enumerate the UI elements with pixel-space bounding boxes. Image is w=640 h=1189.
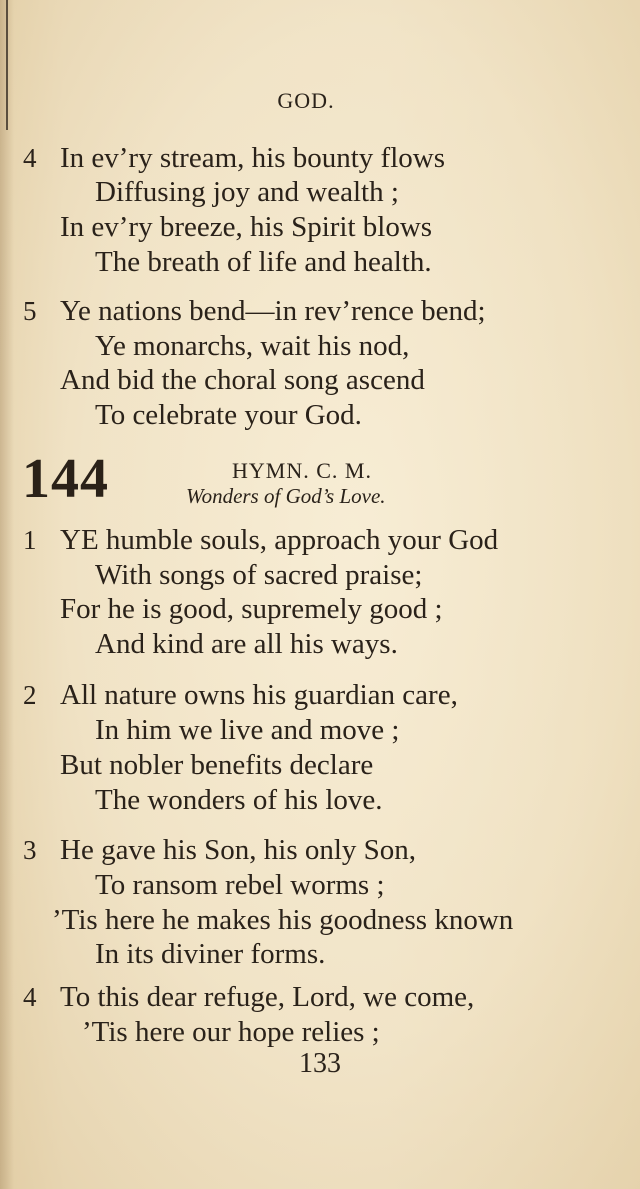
- hymn-meter: HYMN. C. M.: [232, 458, 372, 483]
- verse-line: YE humble souls, approach your God: [60, 524, 499, 556]
- verse-line: ’Tis here he makes his goodness known: [52, 904, 514, 936]
- verse-line: To celebrate your God.: [95, 399, 362, 431]
- stanza-number: 1: [23, 525, 37, 555]
- hymn-subtitle: Wonders of God’s Love.: [186, 484, 386, 508]
- verse-line: He gave his Son, his only Son,: [60, 834, 417, 866]
- verse-line: For he is good, supremely good ;: [60, 593, 443, 625]
- verse-line: All nature owns his guardian care,: [60, 679, 458, 711]
- stanza-number: 2: [23, 680, 37, 710]
- hymn-number: 144: [22, 448, 109, 510]
- verse-line: ’Tis here our hope relies ;: [82, 1016, 380, 1048]
- verse-line: Diffusing joy and wealth ;: [95, 176, 399, 208]
- verse-line: In ev’ry breeze, his Spirit blows: [60, 211, 433, 243]
- stanza-number: 4: [23, 143, 37, 173]
- verse-line: The wonders of his love.: [95, 784, 383, 816]
- verse-line: In him we live and move ;: [95, 714, 400, 746]
- verse-line: Ye monarchs, wait his nod,: [95, 330, 410, 362]
- verse-line: But nobler benefits declare: [60, 749, 374, 781]
- stanza-number: 4: [23, 982, 37, 1012]
- page-number: 133: [299, 1048, 341, 1079]
- stanza-number: 3: [23, 835, 37, 865]
- verse-line: And bid the choral song ascend: [60, 364, 425, 396]
- verse-line: Ye nations bend—in rev’rence bend;: [60, 295, 486, 327]
- stanza-number: 5: [23, 296, 37, 326]
- verse-line: With songs of sacred praise;: [95, 559, 423, 591]
- verse-line: In ev’ry stream, his bounty flows: [60, 142, 445, 174]
- verse-line: To ransom rebel worms ;: [95, 869, 385, 901]
- verse-line: And kind are all his ways.: [95, 628, 398, 660]
- page-gutter-shadow: [0, 0, 14, 1189]
- running-head: GOD.: [277, 88, 335, 113]
- verse-line: The breath of life and health.: [95, 246, 432, 278]
- verse-line: To this dear refuge, Lord, we come,: [60, 981, 475, 1013]
- verse-line: In its diviner forms.: [95, 938, 326, 970]
